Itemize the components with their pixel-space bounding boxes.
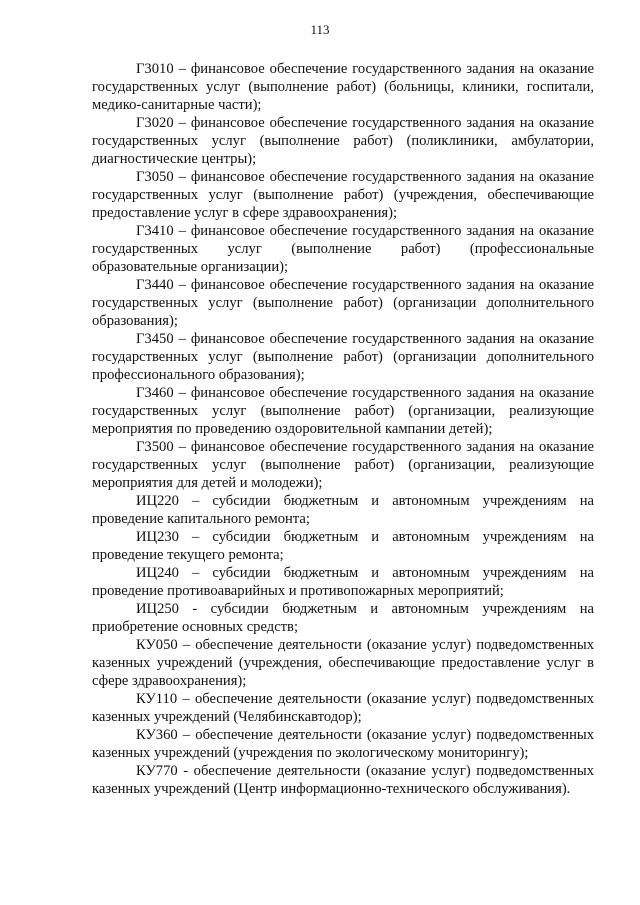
page-number: 113 xyxy=(310,22,330,37)
code-entry-ic230: ИЦ230 – субсидии бюджетным и автономным учреждениям на проведение текущего ремонта; xyxy=(92,529,594,563)
code-entry-ku050: КУ050 – обеспечение деятельности (оказание услуг) подведомственных казенных учреждений (учреждения, обеспечивающие предоставление услуг в сфере здравоохранения); xyxy=(92,637,594,689)
code-entry-g3500: Г3500 – финансовое обеспечение государственного задания на оказание государственных услуг (выполнение работ) (организации, реализующие мероприятия для детей и молодежи); xyxy=(92,439,594,491)
code-entry-g3440: Г3440 – финансовое обеспечение государственного задания на оказание государственных услуг (выполнение работ) (организации дополнительного образования); xyxy=(92,277,594,329)
document-body xyxy=(92,60,594,798)
code-entry-g3050: Г3050 – финансовое обеспечение государственного задания на оказание государственных услуг (выполнение работ) (учреждения, обеспечивающие предоставление услуг в сфере здравоохранения); xyxy=(92,169,594,221)
code-entry-g3410: Г3410 – финансовое обеспечение государственного задания на оказание государственных услуг (выполнение работ) (профессиональные образовательные организации); xyxy=(92,223,594,275)
code-entry-ku770: КУ770 - обеспечение деятельности (оказание услуг) подведомственных казенных учреждений (Центр информационно-технического обслуживания). xyxy=(92,763,594,797)
code-entry-ku110: КУ110 – обеспечение деятельности (оказание услуг) подведомственных казенных учреждений (Челябинскавтодор); xyxy=(92,691,594,725)
code-entry-ic250: ИЦ250 - субсидии бюджетным и автономным учреждениям на приобретение основных средств; xyxy=(92,601,594,635)
code-entry-g3010: Г3010 – финансовое обеспечение государственного задания на оказание государственных услуг (выполнение работ) (больницы, клиники, госпитали, медико-санитарные части); xyxy=(92,61,594,113)
code-entry-ku360: КУ360 – обеспечение деятельности (оказание услуг) подведомственных казенных учреждений (учреждения по экологическому мониторингу); xyxy=(92,727,594,761)
code-entry-g3460: Г3460 – финансовое обеспечение государственного задания на оказание государственных услуг (выполнение работ) (организации, реализующие мероприятия по проведению оздоровительной кампании детей); xyxy=(92,385,594,437)
code-entry-g3020: Г3020 – финансовое обеспечение государственного задания на оказание государственных услуг (выполнение работ) (поликлиники, амбулатории, диагностические центры); xyxy=(92,115,594,167)
code-entry-g3450: Г3450 – финансовое обеспечение государственного задания на оказание государственных услуг (выполнение работ) (организации дополнительного профессионального образования); xyxy=(92,331,594,383)
code-entry-ic240: ИЦ240 – субсидии бюджетным и автономным учреждениям на проведение противоаварийных и противопожарных мероприятий; xyxy=(92,565,594,599)
code-entry-ic220: ИЦ220 – субсидии бюджетным и автономным учреждениям на проведение капитального ремонта; xyxy=(92,493,594,527)
